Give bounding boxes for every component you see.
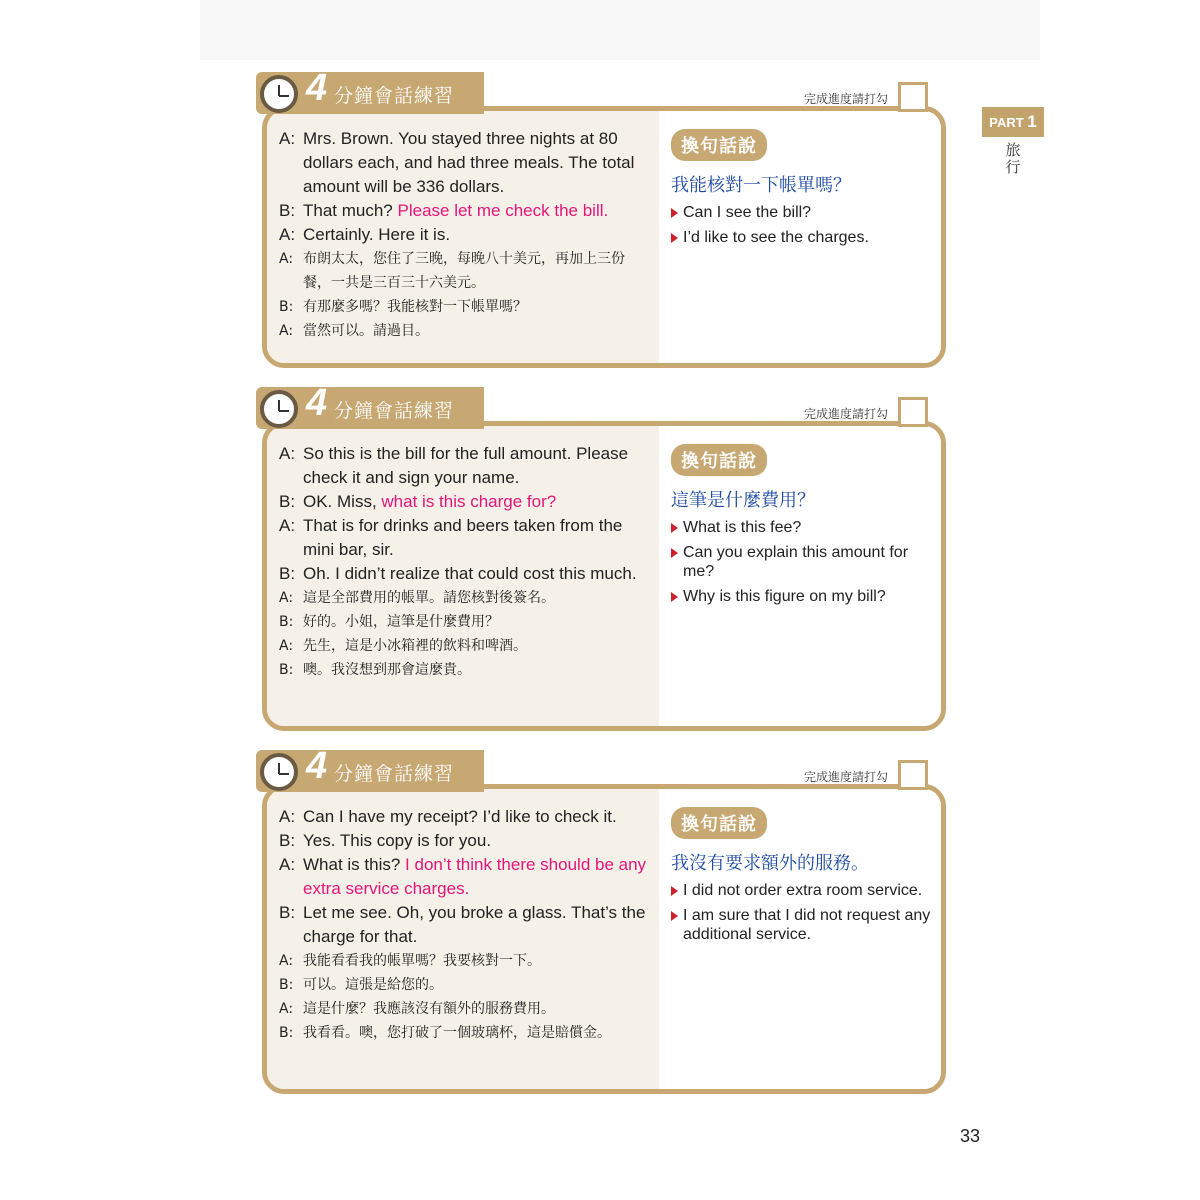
alt-chinese-sentence: 我沒有要求額外的服務。: [671, 853, 869, 874]
translation-line: [279, 634, 649, 658]
translation-text: 布朗太太，您住了三晚，每晚八十美元，再加上三份餐，一共是三百三十六美元。: [303, 251, 625, 291]
dashed-divider: [491, 785, 891, 788]
translation-line: [279, 973, 649, 997]
alt-title-badge: 換句話說: [671, 807, 767, 839]
alternatives-panel: [659, 789, 941, 1089]
progress-label: 完成進度請打勾: [804, 92, 889, 106]
speaker-label: A:: [279, 953, 294, 969]
conversation-box: [262, 106, 946, 368]
conversation-unit: [256, 382, 946, 727]
dialog: [279, 805, 649, 1045]
speaker-label: A:: [279, 444, 296, 463]
speaker-label: A:: [279, 1001, 294, 1017]
top-watermark: [200, 0, 1040, 60]
alternatives-content: [671, 807, 936, 944]
progress-checkbox[interactable]: [898, 397, 928, 427]
translation-line: [279, 586, 649, 610]
progress-checkbox[interactable]: [898, 760, 928, 790]
dialog-line: [279, 853, 649, 901]
unit-title: [256, 382, 484, 429]
clock-icon: [260, 753, 298, 791]
title-text: 分鐘會話練習: [334, 763, 455, 785]
alternatives-content: [671, 129, 936, 247]
title-number: 4: [306, 745, 328, 787]
conversation-box: [262, 421, 946, 731]
alternatives-panel: [659, 111, 941, 363]
alt-phrase: Why is this figure on my bill?: [671, 587, 936, 606]
alt-title-badge: 換句話說: [671, 444, 767, 476]
dialog-text: Oh. I didn’t realize that could cost this much.: [303, 564, 637, 583]
speaker-label: B:: [279, 662, 294, 678]
alt-phrase: What is this fee?: [671, 518, 936, 537]
section-label: 旅行: [1005, 141, 1021, 176]
clock-icon: [260, 390, 298, 428]
alt-chinese-sentence: 這筆是什麼費用？: [671, 490, 815, 511]
dialog-text: OK. Miss,: [303, 492, 382, 511]
part-tab: [982, 107, 1044, 137]
alt-phrase: I’d like to see the charges.: [671, 228, 936, 247]
dialog-text: Certainly. Here it is.: [303, 225, 451, 244]
alt-phrase: Can I see the bill?: [671, 203, 936, 222]
speaker-label: A:: [279, 807, 296, 826]
alt-title-badge: 換句話說: [671, 129, 767, 161]
translation-text: 先生，這是小冰箱裡的飲料和啤酒。: [303, 638, 527, 654]
dialog-panel: [267, 426, 659, 726]
speaker-label: A:: [279, 225, 296, 244]
dialog-line: [279, 127, 649, 199]
conversation-unit: [256, 745, 946, 1090]
clock-icon: [260, 75, 298, 113]
dialog-line: [279, 562, 649, 586]
part-number: 1: [1027, 112, 1037, 131]
highlighted-phrase: I don’t think there should be any extra service charges.: [303, 855, 647, 898]
progress-label: 完成進度請打勾: [804, 407, 889, 421]
dialog-panel: [267, 789, 659, 1089]
dialog-line: [279, 223, 649, 247]
title-number: 4: [306, 382, 328, 424]
translation-line: [279, 610, 649, 634]
translation-line: [279, 295, 649, 319]
translation-text: 可以。這張是給您的。: [303, 977, 443, 993]
speaker-label: B:: [279, 492, 296, 511]
title-number: 4: [306, 67, 328, 109]
dialog-text: Mrs. Brown. You stayed three nights at 80 dollars each, and had three meals. The total amount will be 336 dollars.: [303, 129, 635, 196]
dialog: [279, 127, 649, 343]
dialog-line: [279, 514, 649, 562]
dashed-divider: [491, 422, 891, 425]
translation-line: [279, 997, 649, 1021]
translation-text: 這是什麼？我應該沒有額外的服務費用。: [303, 1001, 555, 1017]
dialog-panel: [267, 111, 659, 363]
translation-text: 我看看。噢，您打破了一個玻璃杯，這是賠償金。: [303, 1025, 611, 1041]
dialog-text: That is for drinks and beers taken from the mini bar, sir.: [303, 516, 623, 559]
translation-text: 我能看看我的帳單嗎？我要核對一下。: [303, 953, 541, 969]
translation-line: [279, 949, 649, 973]
highlighted-phrase: what is this charge for?: [381, 492, 557, 511]
translation-line: [279, 658, 649, 682]
dialog-text: What is this?: [303, 855, 406, 874]
speaker-label: B:: [279, 299, 294, 315]
translation-text: 當然可以。請過目。: [303, 323, 429, 339]
progress-label: 完成進度請打勾: [804, 770, 889, 784]
speaker-label: B:: [279, 614, 294, 630]
speaker-label: B:: [279, 831, 296, 850]
translation-line: [279, 319, 649, 343]
speaker-label: B:: [279, 564, 296, 583]
dialog-text: Yes. This copy is for you.: [303, 831, 492, 850]
speaker-label: A:: [279, 251, 294, 267]
dialog-line: [279, 490, 649, 514]
translation-text: 這是全部費用的帳單。請您核對後簽名。: [303, 590, 555, 606]
speaker-label: B:: [279, 903, 296, 922]
dialog-line: [279, 829, 649, 853]
dialog-line: [279, 901, 649, 949]
page-number: 33: [960, 1126, 981, 1146]
dialog-text: So this is the bill for the full amount. Please check it and sign your name.: [303, 444, 629, 487]
alt-phrase: I am sure that I did not request any additional service.: [671, 906, 936, 944]
speaker-label: A:: [279, 855, 296, 874]
title-text: 分鐘會話練習: [334, 85, 455, 107]
unit-title: [256, 67, 484, 114]
speaker-label: A:: [279, 590, 294, 606]
alt-phrase: I did not order extra room service.: [671, 881, 936, 900]
dashed-divider: [491, 107, 891, 110]
unit-title: [256, 745, 484, 792]
speaker-label: B:: [279, 1025, 294, 1041]
speaker-label: A:: [279, 516, 296, 535]
alt-chinese-sentence: 我能核對一下帳單嗎？: [671, 175, 851, 196]
dialog-text: That much?: [303, 201, 398, 220]
dialog-text: Can I have my receipt? I’d like to check it.: [303, 807, 617, 826]
alt-phrase: Can you explain this amount for me?: [671, 543, 936, 581]
alternatives-content: [671, 444, 936, 606]
translation-text: 噢。我沒想到那會這麼貴。: [303, 662, 471, 678]
conversation-box: [262, 784, 946, 1094]
translation-text: 有那麼多嗎？我能核對一下帳單嗎？: [303, 299, 527, 315]
dialog-text: Let me see. Oh, you broke a glass. That’s the charge for that.: [303, 903, 646, 946]
speaker-label: A:: [279, 129, 296, 148]
speaker-label: A:: [279, 323, 294, 339]
conversation-unit: [256, 67, 946, 364]
dialog-line: [279, 805, 649, 829]
translation-line: [279, 1021, 649, 1045]
dialog-line: [279, 199, 649, 223]
translation-line: [279, 247, 649, 295]
speaker-label: B:: [279, 201, 296, 220]
highlighted-phrase: Please let me check the bill.: [397, 201, 609, 220]
speaker-label: A:: [279, 638, 294, 654]
dialog: [279, 442, 649, 682]
alternatives-panel: [659, 426, 941, 726]
progress-checkbox[interactable]: [898, 82, 928, 112]
dialog-line: [279, 442, 649, 490]
speaker-label: B:: [279, 977, 294, 993]
translation-text: 好的。小姐，這筆是什麼費用？: [303, 614, 499, 630]
part-label: PART: [989, 115, 1024, 130]
title-text: 分鐘會話練習: [334, 400, 455, 422]
